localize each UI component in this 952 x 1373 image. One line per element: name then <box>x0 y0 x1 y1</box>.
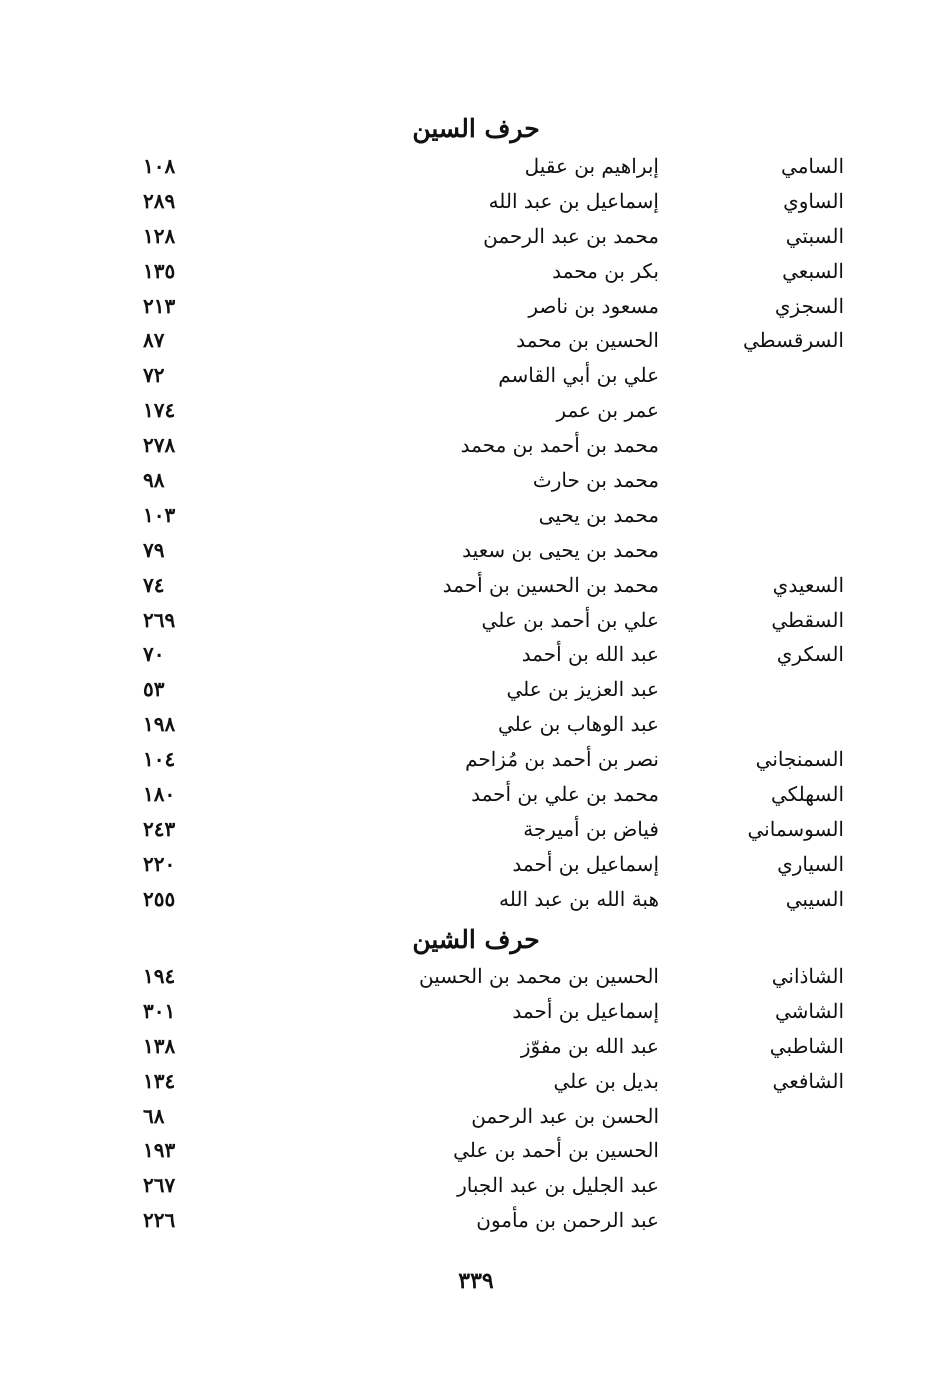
entry-nisba: السهلكي <box>770 782 844 807</box>
entry-page-number: ٢٢٦ <box>143 1208 176 1233</box>
entry-page-number: ٧٩ <box>143 537 165 562</box>
entry-person-name: علي بن أحمد بن علي <box>481 607 659 632</box>
section-sin-entries <box>0 150 952 918</box>
entry-page-number: ٦٨ <box>143 1103 165 1128</box>
entry-person-name: عبد الجليل بن عبد الجبار <box>457 1173 659 1198</box>
entry-nisba: الشاذاني <box>771 964 844 988</box>
entry-page-number: ١٩٤ <box>143 964 176 988</box>
entry-person-name: محمد بن حارث <box>532 468 659 493</box>
entry-nisba: السرقسطي <box>742 328 844 353</box>
entry-person-name: عبد الرحمن بن مأمون <box>476 1208 659 1233</box>
index-entry <box>0 220 952 255</box>
entry-person-name: محمد بن يحيى <box>538 502 659 527</box>
entry-person-name: فياض بن أميرجة <box>523 816 659 841</box>
index-entry <box>0 673 952 708</box>
entry-nisba: السيبي <box>785 886 844 911</box>
index-entry <box>0 1100 952 1135</box>
entry-page-number: ٢٦٧ <box>143 1173 176 1198</box>
entry-nisba: السعيدي <box>772 572 844 597</box>
entry-page-number: ١٢٨ <box>143 223 176 248</box>
entry-person-name: الحسين بن أحمد بن علي <box>453 1138 659 1163</box>
entry-page-number: ١٩٣ <box>143 1138 176 1163</box>
entry-page-number: ٧٢ <box>143 363 165 388</box>
entry-nisba: السامي <box>781 154 844 178</box>
section-heading-sin: حرف السين <box>412 114 540 143</box>
index-entry <box>0 1030 952 1065</box>
entry-page-number: ٨٧ <box>143 328 165 353</box>
entry-page-number: ٢٦٩ <box>143 607 176 632</box>
entry-person-name: إبراهيم بن عقيل <box>524 154 659 178</box>
entry-nisba: السياري <box>777 851 844 876</box>
index-entry <box>0 534 952 569</box>
index-entry <box>0 1065 952 1100</box>
entry-nisba: السوسماني <box>747 816 844 841</box>
index-entry <box>0 848 952 883</box>
entry-page-number: ٢٤٣ <box>143 816 176 841</box>
entry-page-number: ١٣٨ <box>143 1033 176 1058</box>
index-entry <box>0 604 952 639</box>
index-entry <box>0 499 952 534</box>
entry-person-name: عمر بن عمر <box>556 398 659 423</box>
entry-page-number: ٢٧٨ <box>143 433 176 458</box>
entry-page-number: ٧٤ <box>143 572 165 597</box>
entry-nisba: السبعي <box>782 258 844 283</box>
entry-person-name: بكر بن محمد <box>552 258 659 283</box>
entry-person-name: محمد بن أحمد بن محمد <box>460 433 659 458</box>
entry-page-number: ٥٣ <box>143 677 165 702</box>
page-number: ٣٣٩ <box>458 1268 494 1294</box>
entry-nisba: السقطي <box>771 607 844 632</box>
entry-person-name: محمد بن علي بن أحمد <box>471 782 659 807</box>
entry-person-name: الحسين بن محمد <box>516 328 659 353</box>
index-entry <box>0 1204 952 1239</box>
index-entry <box>0 324 952 359</box>
entry-page-number: ٢١٣ <box>143 293 176 318</box>
entry-page-number: ١٩٨ <box>143 712 176 737</box>
entry-person-name: عبد الله بن مفوّز <box>520 1033 659 1058</box>
index-entry <box>0 290 952 325</box>
index-entry <box>0 995 952 1030</box>
index-entry <box>0 255 952 290</box>
entry-page-number: ١٠٣ <box>143 502 176 527</box>
entry-person-name: عبد الله بن أحمد <box>521 642 659 667</box>
entry-person-name: الحسن بن عبد الرحمن <box>471 1103 659 1128</box>
entry-page-number: ١٠٨ <box>143 154 176 178</box>
index-entry <box>0 150 952 185</box>
index-entry <box>0 813 952 848</box>
section-shin-entries <box>0 960 952 1239</box>
index-entry <box>0 359 952 394</box>
entry-person-name: محمد بن عبد الرحمن <box>483 223 659 248</box>
entry-person-name: إسماعيل بن أحمد <box>512 998 659 1023</box>
index-entry <box>0 394 952 429</box>
entry-nisba: السبتي <box>785 223 844 248</box>
entry-page-number: ١٨٠ <box>143 782 176 807</box>
entry-person-name: إسماعيل بن أحمد <box>512 851 659 876</box>
entry-person-name: الحسين بن محمد بن الحسين <box>418 964 659 988</box>
section-heading-shin: حرف الشين <box>412 925 540 954</box>
entry-page-number: ١٣٥ <box>143 258 176 283</box>
entry-person-name: بديل بن علي <box>553 1068 659 1093</box>
entry-person-name: هبة الله بن عبد الله <box>499 886 659 911</box>
entry-nisba: الشافعي <box>772 1068 844 1093</box>
entry-page-number: ٢٨٩ <box>143 188 176 213</box>
index-entry <box>0 185 952 220</box>
index-entry <box>0 960 952 995</box>
index-entry <box>0 429 952 464</box>
entry-nisba: الساوي <box>783 188 844 213</box>
index-entry <box>0 883 952 918</box>
entry-page-number: ١٠٤ <box>143 747 176 772</box>
index-entry <box>0 569 952 604</box>
entry-page-number: ٢٢٠ <box>143 851 176 876</box>
entry-person-name: نصر بن أحمد بن مُزاحم <box>465 747 659 772</box>
entry-person-name: عبد الوهاب بن علي <box>497 712 659 737</box>
index-entry <box>0 778 952 813</box>
entry-nisba: الشاطبي <box>769 1033 844 1058</box>
entry-page-number: ٩٨ <box>143 468 165 493</box>
index-entry <box>0 1169 952 1204</box>
entry-person-name: علي بن أبي القاسم <box>498 363 659 388</box>
entry-person-name: إسماعيل بن عبد الله <box>488 188 659 213</box>
entry-page-number: ٢٥٥ <box>143 886 176 911</box>
entry-nisba: الشاشي <box>774 998 844 1023</box>
entry-page-number: ١٧٤ <box>143 398 176 423</box>
entry-person-name: مسعود بن ناصر <box>528 293 659 318</box>
index-entry <box>0 743 952 778</box>
index-entry <box>0 638 952 673</box>
index-entry <box>0 708 952 743</box>
entry-page-number: ٣٠١ <box>143 998 176 1023</box>
entry-person-name: عبد العزيز بن علي <box>506 677 659 702</box>
entry-person-name: محمد بن الحسين بن أحمد <box>442 572 659 597</box>
index-entry <box>0 464 952 499</box>
index-entry <box>0 1134 952 1169</box>
entry-page-number: ٧٠ <box>143 642 165 667</box>
entry-page-number: ١٣٤ <box>143 1068 176 1093</box>
entry-person-name: محمد بن يحيى بن سعيد <box>462 537 659 562</box>
entry-nisba: السجزي <box>774 293 844 318</box>
entry-nisba: السكري <box>776 642 844 667</box>
entry-nisba: السمنجاني <box>755 747 844 772</box>
